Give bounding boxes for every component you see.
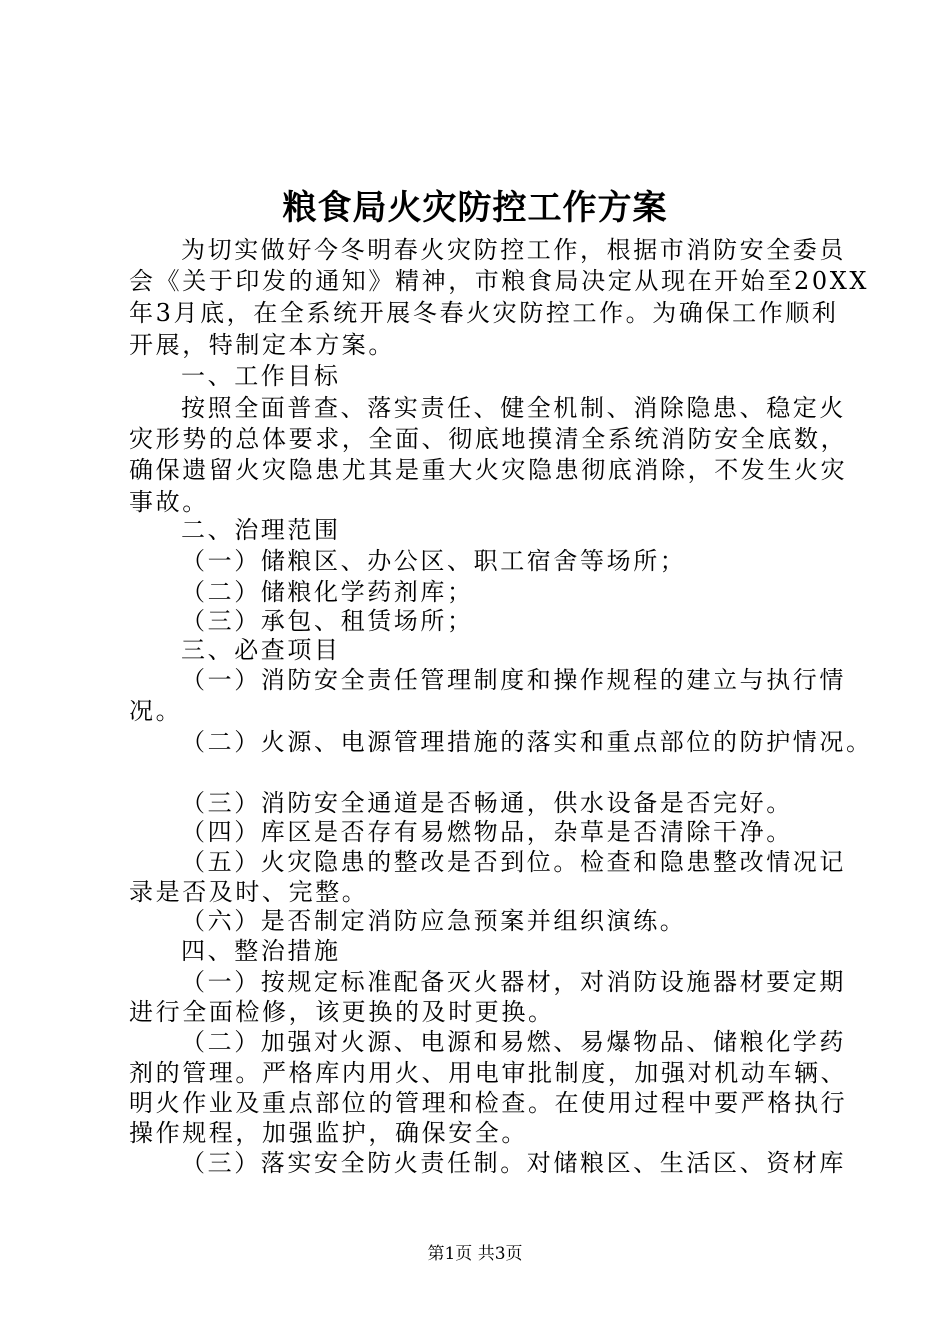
list-item: 剂的管理。严格库内用火、用电审批制度，加强对机动车辆、 <box>129 1059 848 1087</box>
list-item: 明火作业及重点部位的管理和检查。在使用过程中要严格执行 <box>129 1089 848 1117</box>
list-item: （一）储粮区、办公区、职工宿舍等场所； <box>181 547 687 575</box>
section-heading: 三、必查项目 <box>181 636 341 664</box>
list-item: 进行全面检修，该更换的及时更换。 <box>129 998 555 1026</box>
list-item: 录是否及时、完整。 <box>129 878 369 906</box>
paragraph-line: 按照全面普查、落实责任、健全机制、消除隐患、稳定火 <box>181 394 846 422</box>
list-item: （二）火源、电源管理措施的落实和重点部位的防护情况。 <box>181 728 873 756</box>
list-item: （三）落实安全防火责任制。对储粮区、生活区、资材库 <box>181 1149 846 1177</box>
paragraph-line: 会《关于印发的通知》精神，市粮食局决定从现在开始至20XX <box>129 267 870 295</box>
list-item: （六）是否制定消防应急预案并组织演练。 <box>181 907 687 935</box>
page-number-footer: 第1页 共3页 <box>427 1244 523 1264</box>
list-item: （三）消防安全通道是否畅通，供水设备是否完好。 <box>181 789 793 817</box>
document-title: 粮食局火灾防控工作方案 <box>282 188 668 228</box>
list-item: （三）承包、租赁场所； <box>181 607 474 635</box>
list-item: 况。 <box>129 697 183 725</box>
list-item: 操作规程，加强监护，确保安全。 <box>129 1119 528 1147</box>
section-heading: 一、工作目标 <box>181 362 341 390</box>
list-item: （四）库区是否存有易燃物品，杂草是否清除干净。 <box>181 818 793 846</box>
paragraph-line: 灾形势的总体要求，全面、彻底地摸清全系统消防安全底数， <box>129 425 848 453</box>
section-heading: 二、治理范围 <box>181 516 341 544</box>
paragraph-line: 为切实做好今冬明春火灾防控工作，根据市消防安全委员 <box>181 236 846 264</box>
section-heading: 四、整治措施 <box>181 937 341 965</box>
paragraph-line: 事故。 <box>129 488 209 516</box>
list-item: （二）加强对火源、电源和易燃、易爆物品、储粮化学药 <box>181 1028 846 1056</box>
list-item: （五）火灾隐患的整改是否到位。检查和隐患整改情况记 <box>181 848 846 876</box>
list-item: （一）按规定标准配备灭火器材，对消防设施器材要定期 <box>181 968 846 996</box>
paragraph-line: 年3月底，在全系统开展冬春火灾防控工作。为确保工作顺利 <box>129 299 839 327</box>
paragraph-line: 确保遗留火灾隐患尤其是重大火灾隐患彻底消除，不发生火灾 <box>129 456 848 484</box>
list-item: （一）消防安全责任管理制度和操作规程的建立与执行情 <box>181 666 846 694</box>
paragraph-line: 开展，特制定本方案。 <box>129 331 395 359</box>
list-item: （二）储粮化学药剂库； <box>181 578 474 606</box>
